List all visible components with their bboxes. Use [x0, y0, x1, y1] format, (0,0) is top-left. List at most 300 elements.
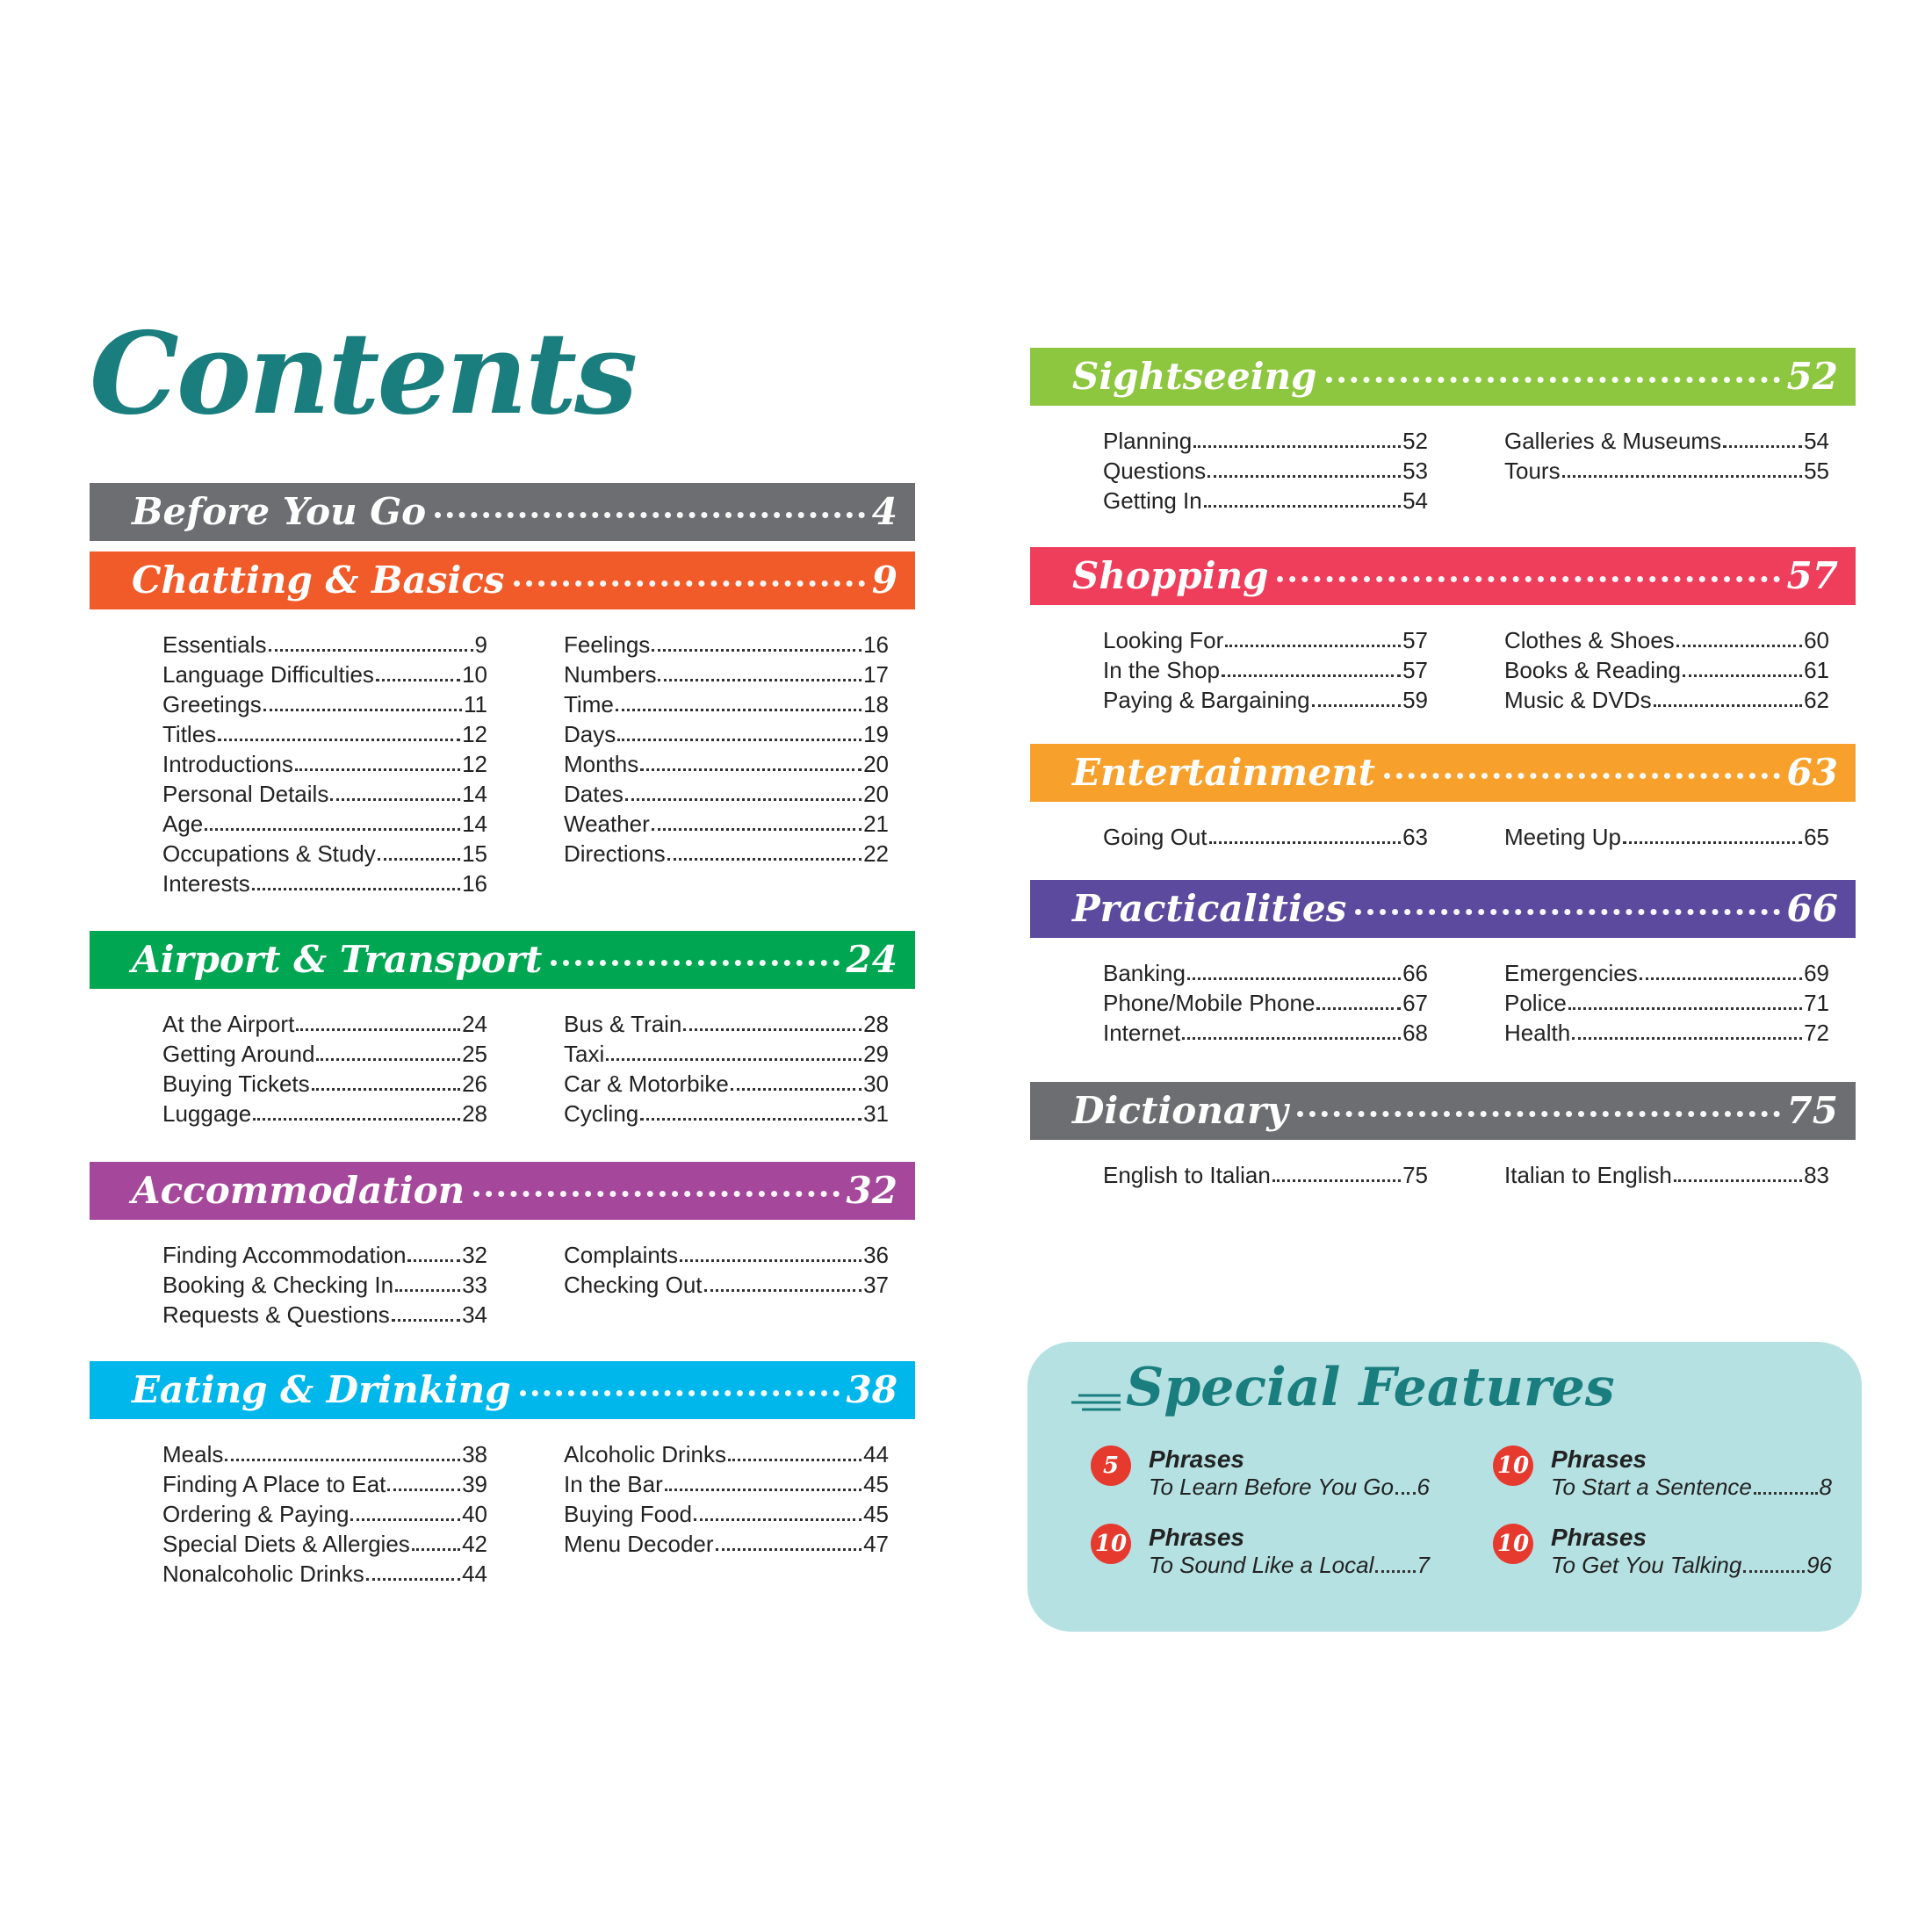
- toc-entry-italian-to-english[interactable]: [1504, 1159, 1829, 1189]
- toc-entry-meeting-up[interactable]: [1504, 821, 1829, 851]
- toc-entry-personal-details[interactable]: [162, 778, 487, 808]
- count-badge: 5: [1091, 1445, 1131, 1486]
- dot-leader: [252, 888, 460, 890]
- dot-leader: [1654, 704, 1803, 707]
- dot-leader: [1208, 475, 1401, 478]
- entry-title: Planning: [1103, 428, 1193, 454]
- entry-title: Interests: [162, 870, 250, 897]
- entry-title: Requests & Questions: [162, 1301, 390, 1328]
- section-header-chatting-basics[interactable]: [90, 551, 915, 609]
- entry-page-number: 18: [863, 691, 889, 717]
- section-page-number: 32: [846, 1169, 898, 1212]
- toc-entry-going-out[interactable]: [1103, 821, 1428, 851]
- toc-entry-weather[interactable]: [564, 808, 889, 838]
- dot-leader: [1193, 445, 1401, 448]
- entry-page-number: 66: [1402, 960, 1428, 986]
- entry-page-number: 60: [1804, 627, 1829, 653]
- entry-title: Complaints: [564, 1242, 679, 1268]
- entry-page-number: 11: [464, 691, 487, 717]
- toc-entry-buying-food[interactable]: [564, 1498, 889, 1528]
- toc-entry-in-the-bar[interactable]: [564, 1468, 889, 1498]
- dot-leader: [617, 739, 861, 741]
- entry-page-number: 83: [1804, 1162, 1829, 1188]
- entry-page-number: 55: [1804, 458, 1829, 484]
- section-title: Eating & Drinking: [132, 1368, 511, 1411]
- toc-entry-bus-train[interactable]: [564, 1008, 889, 1038]
- entry-title: Buying Tickets: [162, 1071, 310, 1097]
- item-column: [1103, 957, 1428, 1047]
- entry-page-number: 25: [462, 1041, 487, 1067]
- item-column: [1504, 425, 1829, 515]
- entry-title: Internet: [1103, 1020, 1181, 1046]
- toc-entry-getting-around[interactable]: [162, 1038, 487, 1068]
- toc-entry-directions[interactable]: [564, 838, 889, 868]
- entry-title: Occupations & Study: [162, 840, 376, 867]
- entry-page-number: 67: [1402, 990, 1428, 1016]
- entry-page-number: 14: [462, 811, 487, 837]
- entry-page-number: 15: [462, 840, 487, 867]
- section-title: Practicalities: [1072, 887, 1347, 930]
- item-column: [162, 1239, 487, 1329]
- toc-entry-at-the-airport[interactable]: [162, 1008, 487, 1038]
- section-title: Airport & Transport: [132, 938, 543, 981]
- entry-title: Directions: [564, 840, 666, 867]
- dot-leader: [1623, 841, 1802, 844]
- toc-section-accommodation: [90, 1162, 915, 1329]
- entry-page-number: 24: [462, 1011, 487, 1037]
- entry-page-number: 14: [462, 781, 487, 807]
- dot-leader: [716, 1548, 862, 1551]
- dot-leader: [1674, 1179, 1802, 1182]
- special-features-title: Special Features: [1126, 1357, 1615, 1418]
- entry-title: Language Difficulties: [162, 661, 374, 688]
- entry-title: Greetings: [162, 691, 262, 717]
- toc-entry-booking-checking-in[interactable]: [162, 1269, 487, 1299]
- toc-entry-health[interactable]: [1504, 1017, 1829, 1047]
- dot-leader: [225, 1459, 460, 1461]
- section-page-number: 63: [1786, 751, 1838, 794]
- dot-leader: [1723, 445, 1802, 448]
- section-header-practicalities[interactable]: [1030, 880, 1856, 938]
- dot-leader: [640, 768, 861, 771]
- entry-title: In the Shop: [1103, 657, 1220, 683]
- toc-entry-requests-questions[interactable]: [162, 1299, 487, 1329]
- entry-title: Banking: [1103, 960, 1186, 986]
- entry-title: Booking & Checking In: [162, 1272, 394, 1298]
- entry-title: Emergencies: [1504, 960, 1638, 986]
- entry-page-number: 63: [1402, 824, 1428, 850]
- toc-entry-luggage[interactable]: [162, 1098, 487, 1128]
- entry-title: Going Out: [1103, 824, 1208, 850]
- toc-section-dictionary: [1030, 1082, 1856, 1189]
- toc-entry-planning[interactable]: [1103, 425, 1428, 455]
- toc-entry-police[interactable]: [1504, 987, 1829, 1017]
- section-page-number: 24: [846, 938, 898, 981]
- toc-entry-titles[interactable]: [162, 718, 487, 748]
- toc-entry-meals[interactable]: [162, 1438, 487, 1468]
- special-features-box: [1027, 1342, 1862, 1632]
- item-column: [1504, 624, 1829, 714]
- toc-entry-paying-bargaining[interactable]: [1103, 684, 1428, 714]
- count-badge: 10: [1493, 1445, 1533, 1486]
- entry-title: Car & Motorbike: [564, 1071, 729, 1097]
- entry-page-number: 16: [462, 870, 487, 897]
- toc-entry-finding-accommodation[interactable]: [162, 1239, 487, 1269]
- dot-leader: [1204, 505, 1401, 508]
- section-items: [90, 609, 915, 898]
- dot-leader: [296, 1028, 460, 1031]
- toc-entry-finding-a-place-to-eat[interactable]: [162, 1468, 487, 1498]
- dot-leader: [683, 1028, 861, 1031]
- entry-title: Phone/Mobile Phone: [1103, 990, 1316, 1016]
- dot-leader: [616, 709, 861, 711]
- dot-leader: [1222, 674, 1401, 677]
- toc-entry-occupations-study[interactable]: [162, 838, 487, 868]
- feature-subtitle-row: [1551, 1552, 1832, 1579]
- feature-page-number: 96: [1806, 1552, 1832, 1578]
- entry-title: Paying & Bargaining: [1103, 687, 1310, 713]
- entry-page-number: 75: [1402, 1162, 1428, 1188]
- toc-entry-tours[interactable]: [1504, 455, 1829, 485]
- entry-page-number: 57: [1402, 627, 1428, 653]
- entry-page-number: 19: [863, 721, 889, 747]
- entry-title: Books & Reading: [1504, 657, 1681, 683]
- toc-entry-phone-mobile-phone[interactable]: [1103, 987, 1428, 1017]
- section-title: Dictionary: [1072, 1089, 1288, 1132]
- item-column: [564, 1239, 889, 1329]
- section-header-eating-drinking[interactable]: [90, 1361, 915, 1419]
- dot-leader: [1209, 841, 1402, 844]
- entry-title: Finding Accommodation: [162, 1242, 407, 1268]
- entry-title: Luggage: [162, 1100, 252, 1127]
- dot-leader: [330, 798, 460, 801]
- toc-entry-checking-out[interactable]: [564, 1269, 889, 1299]
- dot-leader: [1277, 576, 1779, 582]
- dot-leader: [658, 679, 861, 681]
- toc-section-airport-transport: [90, 931, 915, 1128]
- entry-page-number: 10: [462, 661, 487, 688]
- entry-page-number: 54: [1402, 487, 1428, 514]
- toc-entry-questions[interactable]: [1103, 455, 1428, 485]
- toc-entry-alcoholic-drinks[interactable]: [564, 1438, 889, 1468]
- dot-leader: [1562, 475, 1803, 478]
- dot-leader: [1568, 1007, 1802, 1010]
- entry-title: Nonalcoholic Drinks: [162, 1561, 364, 1587]
- toc-entry-months[interactable]: [564, 748, 889, 778]
- dot-leader: [1297, 1111, 1780, 1117]
- section-title: Shopping: [1072, 554, 1269, 597]
- section-header-airport-transport[interactable]: [90, 931, 915, 989]
- dot-leader: [1572, 1037, 1802, 1040]
- entry-title: Questions: [1103, 458, 1207, 484]
- dot-leader: [551, 960, 839, 966]
- dot-leader: [1316, 1007, 1401, 1010]
- feature-subtitle-row: [1149, 1474, 1430, 1501]
- toc-entry-ordering-paying[interactable]: [162, 1498, 487, 1528]
- toc-entry-clothes-shoes[interactable]: [1504, 624, 1829, 654]
- item-column: [1504, 821, 1829, 851]
- section-items: [90, 989, 915, 1128]
- dot-leader: [378, 858, 460, 861]
- entry-page-number: 69: [1804, 960, 1829, 986]
- entry-page-number: 42: [462, 1531, 487, 1557]
- feature-subtitle-row: [1551, 1474, 1832, 1501]
- entry-page-number: 16: [863, 631, 889, 658]
- toc-entry-getting-in[interactable]: [1103, 485, 1428, 515]
- dot-leader: [606, 1058, 861, 1061]
- toc-entry-menu-decoder[interactable]: [564, 1528, 889, 1558]
- entry-page-number: 39: [462, 1471, 487, 1497]
- toc-entry-special-diets-allergies[interactable]: [162, 1528, 487, 1558]
- section-page-number: 9: [871, 559, 898, 602]
- entry-title: Police: [1504, 990, 1567, 1016]
- entry-title: Weather: [564, 811, 650, 837]
- entry-page-number: 59: [1402, 687, 1428, 713]
- dot-leader: [1743, 1570, 1805, 1573]
- entry-title: Feelings: [564, 631, 651, 658]
- entry-title: Clothes & Shoes: [1504, 627, 1675, 653]
- entry-page-number: 21: [863, 811, 889, 837]
- section-items: [90, 1419, 915, 1588]
- toc-entry-language-difficulties[interactable]: [162, 659, 487, 688]
- section-items: [90, 1220, 915, 1329]
- feature-heading: Phrases: [1551, 1524, 1647, 1551]
- toc-section-chatting-basics: [90, 551, 915, 898]
- entry-page-number: 38: [462, 1441, 487, 1467]
- entry-title: Age: [162, 811, 204, 837]
- dot-leader: [640, 1118, 861, 1121]
- count-badge: 10: [1493, 1524, 1533, 1564]
- dot-leader: [1182, 1037, 1401, 1040]
- feature-page-number: 8: [1819, 1474, 1832, 1500]
- dot-leader: [652, 649, 861, 652]
- toc-entry-car-motorbike[interactable]: [564, 1068, 889, 1098]
- entry-page-number: 53: [1402, 458, 1428, 484]
- entry-page-number: 33: [462, 1272, 487, 1298]
- dot-leader: [667, 858, 861, 861]
- entry-title: Health: [1504, 1020, 1571, 1046]
- dot-leader: [731, 1088, 861, 1091]
- dot-leader: [407, 1259, 460, 1262]
- entry-page-number: 34: [462, 1301, 487, 1328]
- entry-title: Essentials: [162, 631, 267, 658]
- section-title: Accommodation: [132, 1169, 465, 1212]
- section-title: Entertainment: [1072, 751, 1376, 794]
- dot-leader: [473, 1191, 839, 1197]
- entry-page-number: 54: [1804, 428, 1829, 454]
- entry-page-number: 44: [863, 1441, 889, 1467]
- dot-leader: [1640, 977, 1802, 980]
- dot-leader: [514, 580, 865, 587]
- item-column: [564, 629, 889, 898]
- entry-page-number: 57: [1402, 657, 1428, 683]
- dot-leader: [412, 1548, 460, 1551]
- toc-entry-english-to-italian[interactable]: [1103, 1159, 1428, 1189]
- item-column: [1103, 1159, 1428, 1189]
- entry-page-number: 12: [462, 751, 487, 777]
- entry-title: Dates: [564, 781, 624, 807]
- dot-leader: [520, 1390, 840, 1396]
- speed-lines-icon: [1070, 1390, 1122, 1417]
- entry-page-number: 26: [462, 1071, 487, 1097]
- item-column: [162, 1008, 487, 1128]
- entry-title: Time: [564, 691, 614, 717]
- entry-title: Special Diets & Allergies: [162, 1531, 410, 1557]
- dot-leader: [1754, 1492, 1818, 1495]
- entry-page-number: 28: [863, 1011, 889, 1037]
- toc-entry-time[interactable]: [564, 688, 889, 718]
- entry-title: Personal Details: [162, 781, 329, 807]
- item-column: [1504, 1159, 1829, 1189]
- entry-page-number: 45: [863, 1471, 889, 1497]
- dot-leader: [1272, 1179, 1401, 1182]
- section-header-sightseeing[interactable]: [1030, 348, 1856, 406]
- entry-page-number: 22: [863, 840, 889, 867]
- toc-entry-galleries-museums[interactable]: [1504, 425, 1829, 455]
- toc-entry-essentials[interactable]: [162, 629, 487, 659]
- toc-entry-complaints[interactable]: [564, 1239, 889, 1269]
- toc-entry-days[interactable]: [564, 718, 889, 748]
- entry-page-number: 68: [1402, 1020, 1428, 1046]
- toc-entry-music-dvds[interactable]: [1504, 684, 1829, 714]
- toc-entry-books-reading[interactable]: [1504, 654, 1829, 684]
- entry-page-number: 30: [863, 1071, 889, 1097]
- dot-leader: [704, 1289, 862, 1292]
- section-items: [1030, 1140, 1856, 1189]
- toc-section-entertainment: [1030, 744, 1856, 851]
- entry-page-number: 20: [863, 751, 889, 777]
- item-column: [1504, 957, 1829, 1047]
- item-column: [564, 1438, 889, 1588]
- toc-entry-in-the-shop[interactable]: [1103, 654, 1428, 684]
- toc-entry-nonalcoholic-drinks[interactable]: [162, 1558, 487, 1588]
- dot-leader: [312, 1088, 460, 1091]
- entry-page-number: 65: [1804, 824, 1829, 850]
- entry-page-number: 52: [1402, 428, 1428, 454]
- section-page-number: 66: [1786, 887, 1838, 930]
- section-page-number: 52: [1786, 355, 1838, 398]
- section-header-dictionary[interactable]: [1030, 1082, 1856, 1140]
- dot-leader: [1355, 909, 1779, 915]
- toc-entry-greetings[interactable]: [162, 688, 487, 718]
- section-header-shopping[interactable]: [1030, 547, 1856, 605]
- toc-section-eating-drinking: [90, 1361, 915, 1588]
- entry-title: Menu Decoder: [564, 1531, 714, 1557]
- entry-title: Getting In: [1103, 487, 1202, 514]
- entry-title: Italian to English: [1504, 1162, 1672, 1188]
- section-title: Sightseeing: [1072, 355, 1317, 398]
- feature-heading: Phrases: [1551, 1445, 1647, 1473]
- toc-entry-numbers[interactable]: [564, 659, 889, 688]
- dot-leader: [205, 828, 460, 831]
- section-header-before-you-go[interactable]: [90, 483, 915, 541]
- toc-entry-emergencies[interactable]: [1504, 957, 1829, 987]
- toc-section-sightseeing: [1030, 348, 1856, 515]
- feature-subtitle: To Learn Before You Go: [1149, 1474, 1394, 1500]
- section-header-entertainment[interactable]: [1030, 744, 1856, 802]
- toc-entry-dates[interactable]: [564, 778, 889, 808]
- toc-entry-banking[interactable]: [1103, 957, 1428, 987]
- entry-page-number: 36: [863, 1242, 889, 1268]
- entry-title: Buying Food: [564, 1501, 692, 1527]
- section-title: Before You Go: [132, 490, 427, 533]
- toc-entry-age[interactable]: [162, 808, 487, 838]
- toc-entry-introductions[interactable]: [162, 748, 487, 778]
- toc-entry-looking-for[interactable]: [1103, 624, 1428, 654]
- entry-title: Days: [564, 721, 616, 747]
- toc-entry-buying-tickets[interactable]: [162, 1068, 487, 1098]
- entry-title: Ordering & Paying: [162, 1501, 350, 1527]
- dot-leader: [680, 1259, 861, 1262]
- page-title: Contents: [90, 308, 636, 440]
- entry-title: In the Bar: [564, 1471, 663, 1497]
- entry-page-number: 17: [863, 661, 889, 688]
- section-page-number: 4: [871, 490, 898, 533]
- entry-page-number: 32: [462, 1242, 487, 1268]
- entry-title: English to Italian: [1103, 1162, 1271, 1188]
- entry-page-number: 20: [863, 781, 889, 807]
- feature-heading: Phrases: [1149, 1445, 1244, 1473]
- entry-page-number: 28: [462, 1100, 487, 1127]
- entry-title: Music & DVDs: [1504, 687, 1652, 713]
- toc-section-practicalities: [1030, 880, 1856, 1047]
- section-items: [1030, 938, 1856, 1047]
- right-column: [1030, 348, 1856, 1189]
- entry-title: Bus & Train: [564, 1011, 682, 1037]
- dot-leader: [1326, 377, 1780, 383]
- toc-entry-cycling[interactable]: [564, 1098, 889, 1128]
- item-column: [1103, 425, 1428, 515]
- toc-entry-feelings[interactable]: [564, 629, 889, 659]
- entry-page-number: 62: [1804, 687, 1829, 713]
- dot-leader: [366, 1578, 460, 1581]
- entry-title: Meals: [162, 1441, 224, 1467]
- entry-page-number: 12: [462, 721, 487, 747]
- feature-page-number: 7: [1417, 1552, 1430, 1578]
- dot-leader: [1683, 674, 1802, 677]
- entry-page-number: 45: [863, 1501, 889, 1527]
- toc-entry-taxi[interactable]: [564, 1038, 889, 1068]
- entry-page-number: 37: [863, 1272, 889, 1298]
- toc-entry-internet[interactable]: [1103, 1017, 1428, 1047]
- section-title: Chatting & Basics: [132, 559, 505, 602]
- dot-leader: [1384, 773, 1780, 779]
- toc-entry-interests[interactable]: [162, 868, 487, 898]
- dot-leader: [218, 739, 460, 741]
- entry-page-number: 29: [863, 1041, 889, 1067]
- section-header-accommodation[interactable]: [90, 1162, 915, 1220]
- toc-section-before-you-go: [90, 483, 915, 541]
- dot-leader: [435, 512, 865, 518]
- entry-page-number: 71: [1804, 990, 1829, 1016]
- entry-page-number: 40: [462, 1501, 487, 1527]
- entry-title: Getting Around: [162, 1041, 315, 1067]
- dot-leader: [376, 679, 460, 681]
- feature-subtitle: To Sound Like a Local: [1149, 1552, 1374, 1578]
- dot-leader: [392, 1319, 460, 1322]
- entry-page-number: 9: [474, 631, 487, 658]
- item-column: [564, 1008, 889, 1128]
- entry-title: Titles: [162, 721, 217, 747]
- dot-leader: [253, 1118, 460, 1121]
- entry-title: Finding A Place to Eat: [162, 1471, 386, 1497]
- entry-title: Introductions: [162, 751, 293, 777]
- item-column: [1103, 624, 1428, 714]
- dot-leader: [387, 1489, 460, 1491]
- dot-leader: [395, 1289, 460, 1292]
- dot-leader: [1395, 1492, 1416, 1495]
- dot-leader: [652, 828, 861, 831]
